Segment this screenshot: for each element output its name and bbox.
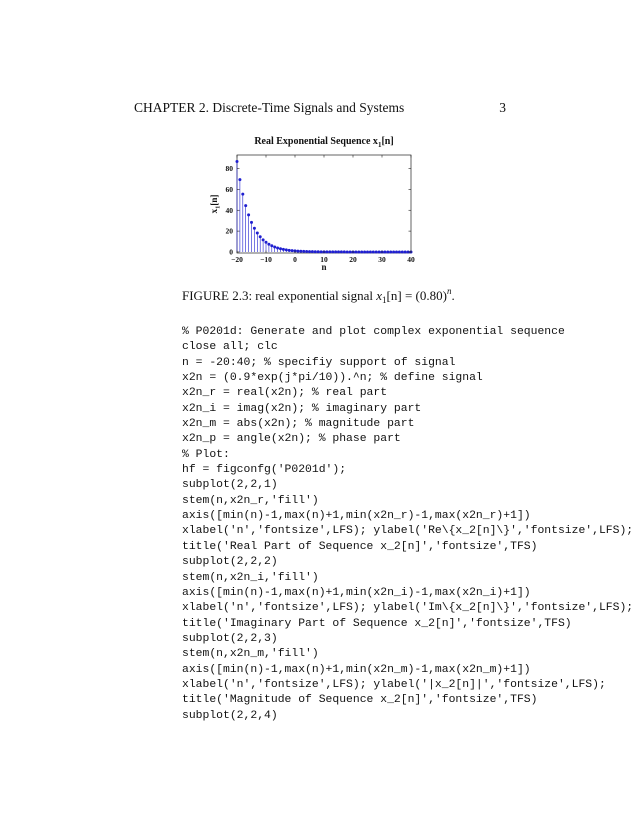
chart-title: Real Exponential Sequence $x_1[n]$ — [254, 136, 394, 149]
stem-marker — [369, 250, 372, 253]
stem-marker — [317, 250, 320, 253]
caption-exponent: n — [446, 286, 452, 296]
stem-marker — [325, 250, 328, 253]
stem-marker — [314, 250, 317, 253]
stem-marker — [262, 238, 265, 241]
stem-marker — [265, 241, 268, 244]
code-line: subplot(2,2,3) — [182, 632, 278, 645]
stem-marker — [334, 250, 337, 253]
code-line: subplot(2,2,1) — [182, 479, 278, 492]
stem-marker — [247, 213, 250, 216]
stem-marker — [398, 250, 401, 253]
stem-marker — [375, 250, 378, 253]
stem-marker — [276, 246, 279, 249]
caption-text: FIGURE 2.3: real exponential signal — [182, 288, 377, 303]
stem-marker — [340, 250, 343, 253]
stem-marker — [238, 178, 241, 181]
running-header — [134, 100, 506, 120]
code-line: x2n = (0.9*exp(j*pi/10)).^n; % define signal — [182, 372, 483, 385]
stem-marker — [357, 250, 360, 253]
stem-marker — [302, 250, 305, 253]
stem-marker — [311, 250, 314, 253]
stem-chart — [196, 128, 436, 278]
stem-marker — [273, 245, 276, 248]
code-line: % P0201d: Generate and plot complex exponential sequence — [182, 326, 565, 338]
code-line: axis([min(n)-1,max(n)+1,min(x2n_i)-1,max(x2n_i)+1]) — [182, 586, 531, 599]
code-line: n = -20:40; % specifiy support of signal — [182, 356, 456, 369]
stem-marker — [244, 204, 247, 207]
stem-marker — [383, 250, 386, 253]
stem-marker — [305, 250, 308, 253]
code-line: title('Real Part of Sequence x_2[n]','fontsize',TFS) — [182, 540, 538, 553]
code-line: hf = figconfg('P0201d'); — [182, 464, 347, 477]
stem-marker — [236, 160, 239, 163]
stem-marker — [328, 250, 331, 253]
stem-marker — [308, 250, 311, 253]
code-line: x2n_i = imag(x2n); % imaginary part — [182, 402, 422, 415]
code-line: stem(n,x2n_r,'fill') — [182, 494, 319, 507]
stem-marker — [270, 244, 273, 247]
x-tick-label: 40 — [407, 255, 415, 264]
stem-marker — [285, 248, 288, 251]
stem-marker — [392, 250, 395, 253]
y-tick-label: 0 — [229, 247, 233, 257]
code-line: axis([min(n)-1,max(n)+1,min(x2n_m)-1,max(x2n_m)+1]) — [182, 663, 531, 676]
x-tick-label: −10 — [260, 255, 272, 264]
stem-marker — [331, 250, 334, 253]
stem-marker — [404, 250, 407, 253]
stem-marker — [299, 250, 302, 253]
stem-marker — [256, 231, 259, 234]
chapter-title: CHAPTER 2. Discrete-Time Signals and Systems — [134, 100, 405, 115]
code-line: title('Imaginary Part of Sequence x_2[n]','fontsize',TFS) — [182, 617, 572, 630]
stem-marker — [320, 250, 323, 253]
stem-marker — [346, 250, 349, 253]
x-tick-label: −20 — [231, 255, 243, 264]
code-line: subplot(2,2,4) — [182, 709, 278, 722]
stem-marker — [372, 250, 375, 253]
code-line: xlabel('n','fontsize',LFS); ylabel('Im\{x_2[n]\}','fontsize',LFS); — [182, 602, 634, 615]
code-line: xlabel('n','fontsize',LFS); ylabel('|x_2[n]|','fontsize',LFS); — [182, 678, 606, 691]
code-line: stem(n,x2n_i,'fill') — [182, 571, 319, 584]
stem-marker — [349, 250, 352, 253]
stem-marker — [250, 221, 253, 224]
stem-marker — [267, 243, 270, 246]
stem-marker — [253, 227, 256, 230]
code-line: subplot(2,2,2) — [182, 556, 278, 569]
code-line: stem(n,x2n_m,'fill') — [182, 648, 319, 661]
code-line: x2n_p = angle(x2n); % phase part — [182, 433, 401, 446]
stem-marker — [343, 250, 346, 253]
stem-marker — [241, 193, 244, 196]
x-tick-label: 30 — [378, 255, 386, 264]
x-tick-label: 0 — [293, 255, 297, 264]
stem-marker — [366, 250, 369, 253]
code-line: % Plot: — [182, 448, 230, 461]
y-tick-label: 20 — [225, 226, 233, 236]
code-line: axis([min(n)-1,max(n)+1,min(x2n_r)-1,max(x2n_r)+1]) — [182, 510, 531, 523]
caption-formula: [n] = (0.80) — [386, 288, 447, 303]
plot-area — [237, 155, 411, 253]
stem-marker — [337, 250, 340, 253]
caption-subscript: 1 — [382, 295, 387, 305]
figure-caption — [182, 286, 522, 305]
stem-marker — [360, 250, 363, 253]
stem-marker — [259, 235, 262, 238]
x-tick-label: 10 — [320, 255, 328, 264]
stem-marker — [389, 250, 392, 253]
stem-marker — [282, 248, 285, 251]
code-line: x2n_m = abs(x2n); % magnitude part — [182, 418, 415, 431]
caption-var: x — [376, 288, 383, 303]
code-line: x2n_r = real(x2n); % real part — [182, 387, 388, 400]
stem-marker — [363, 250, 366, 253]
y-axis-label: $x_1[n]$ — [209, 194, 222, 214]
code-line: xlabel('n','fontsize',LFS); ylabel('Re\{x_2[n]\}','fontsize',LFS); — [182, 525, 634, 538]
stem-marker — [288, 249, 291, 252]
code-listing — [182, 325, 633, 724]
stem-marker — [279, 247, 282, 250]
stem-marker — [395, 250, 398, 253]
stem-marker — [401, 250, 404, 253]
y-tick-label: 80 — [225, 164, 233, 174]
y-tick-label: 40 — [225, 205, 233, 215]
stem-series — [236, 160, 413, 253]
x-axis-label: n — [321, 262, 327, 272]
stem-marker — [354, 250, 357, 253]
figure-plot — [196, 128, 436, 278]
y-tick-label: 60 — [225, 185, 233, 195]
y-axis-ticks — [226, 164, 412, 256]
code-line: title('Magnitude of Sequence x_2[n]','fontsize',TFS) — [182, 694, 538, 707]
code-line: close all; clc — [182, 341, 278, 354]
x-axis-ticks — [231, 155, 415, 264]
caption-period: . — [451, 288, 455, 303]
stem-marker — [386, 250, 389, 253]
page-number: 3 — [499, 100, 506, 115]
stem-marker — [378, 250, 381, 253]
stem-marker — [291, 249, 294, 252]
stem-marker — [296, 250, 299, 253]
x-tick-label: 20 — [349, 255, 357, 264]
